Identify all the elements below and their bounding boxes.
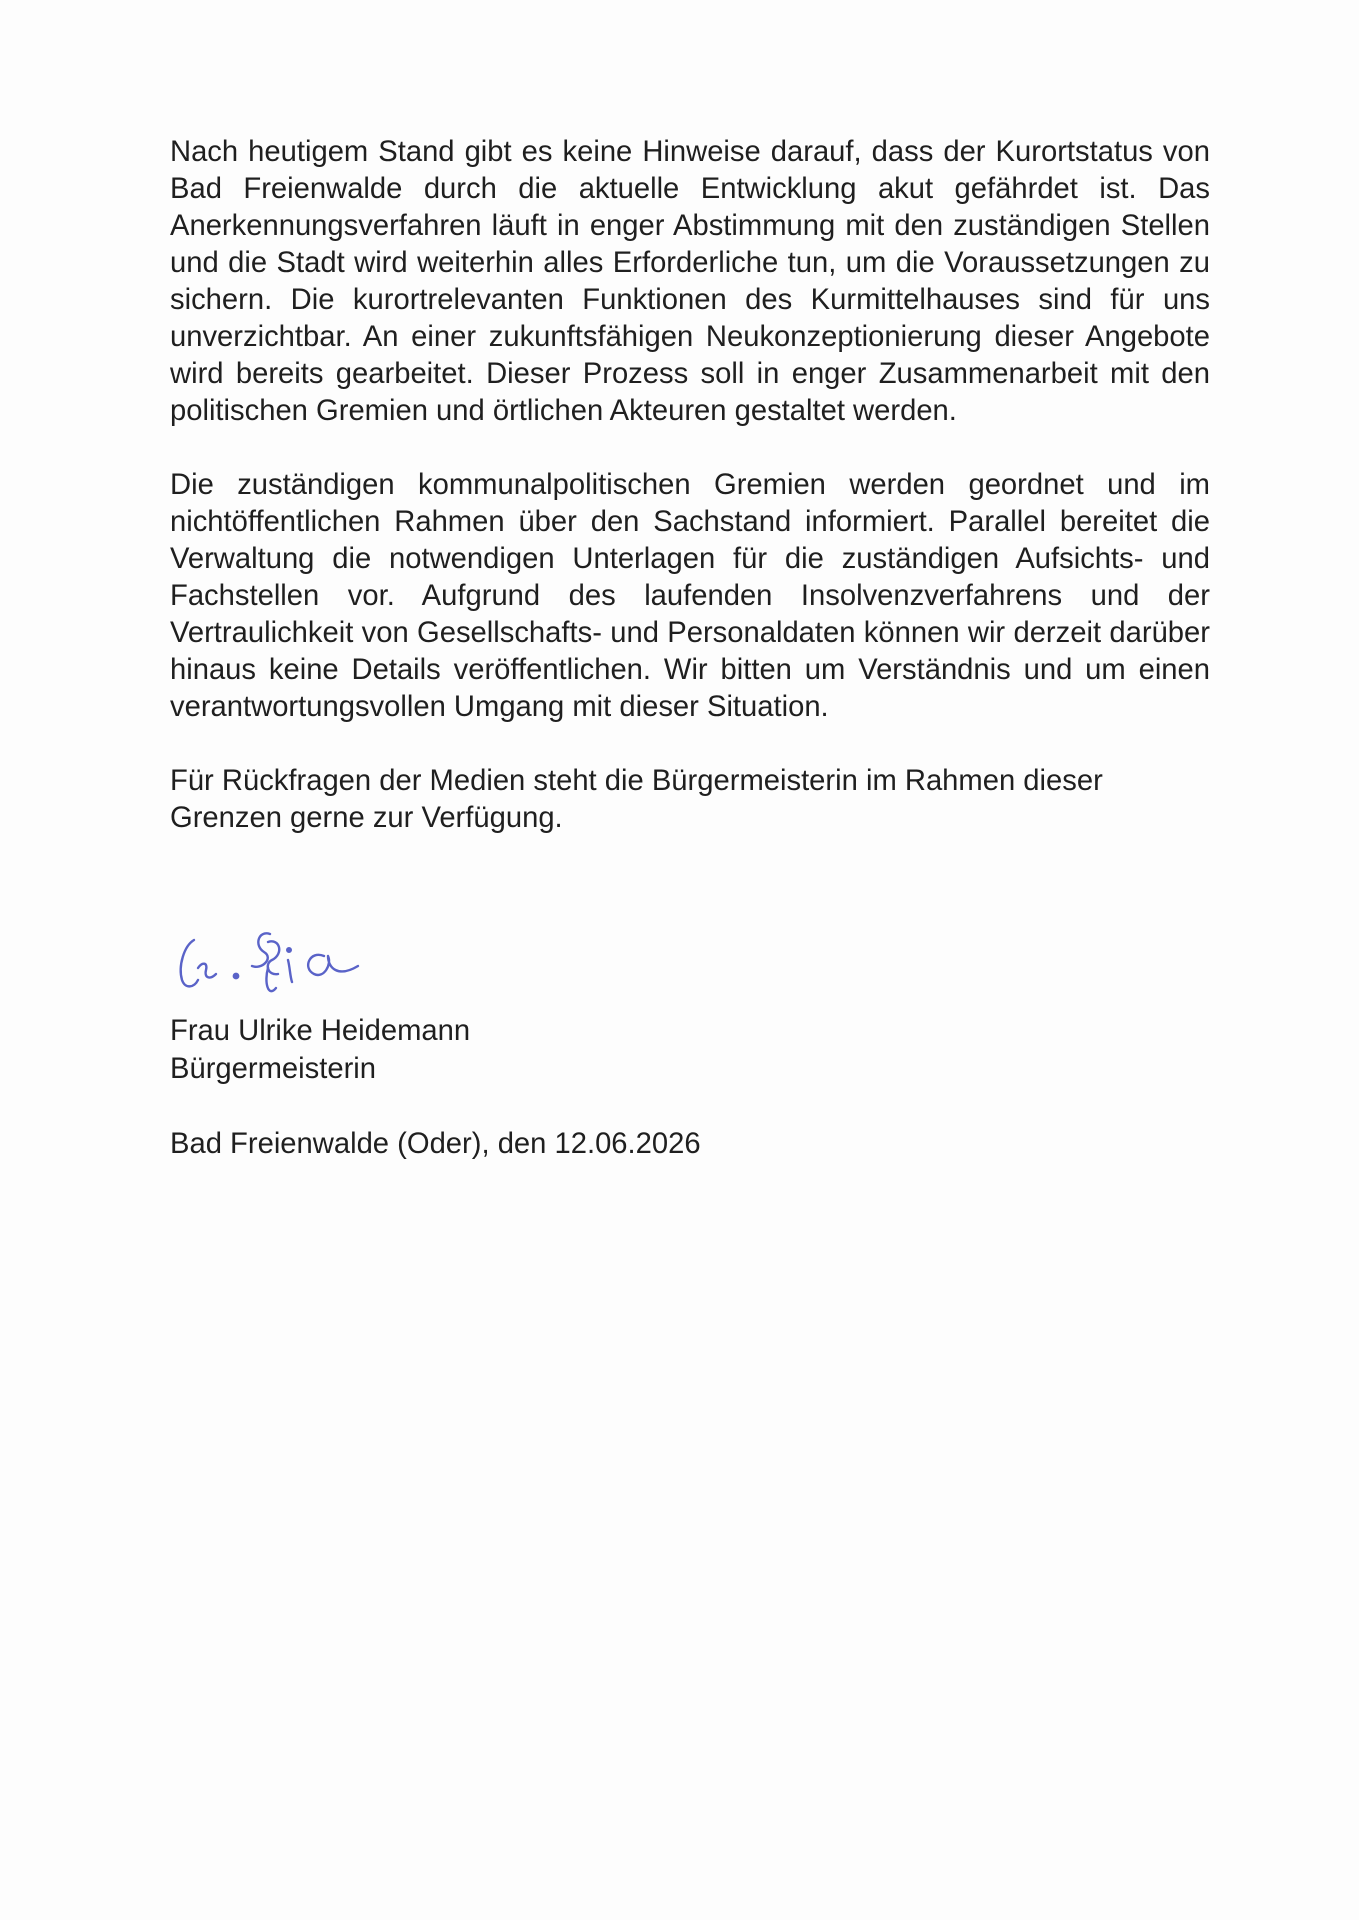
signer-title: Bürgermeisterin — [170, 1053, 377, 1085]
signer-name: Frau Ulrike Heidemann — [170, 1015, 471, 1047]
paragraph-rueckfragen: Für Rückfragen der Medien steht die Bürgermeisterin im Rahmen dieser Grenzen gerne zur Verfügung. — [170, 765, 1103, 834]
signer-block — [170, 1012, 470, 1088]
place-date: Bad Freienwalde (Oder), den 12.06.2026 — [170, 1128, 701, 1160]
paragraph-gremien: Die zuständigen kommunalpolitischen Gremien werden geordnet und im nichtöffentlichen Rahmen über den Sachstand informiert. Parallel bereitet die Verwaltung die notwendigen Unterlagen für die zuständigen Aufsichts- und Fachstellen vor. Aufgrund des laufenden Insolvenzverfahrens und der Vertraulichkeit von Gesellschafts- und Personaldaten können wir derzeit darüber hinaus keine Details veröffentlichen. Wir bitten um Verständnis und um einen verantwortungsvollen Umgang mit dieser Situation. — [170, 469, 1210, 723]
handwritten-signature — [172, 912, 432, 1012]
letter-body — [170, 134, 1210, 837]
paragraph-kurortstatus: Nach heutigem Stand gibt es keine Hinweise darauf, dass der Kurortstatus von Bad Freienwalde durch die aktuelle Entwicklung akut gefährdet ist. Das Anerkennungsverfahren läuft in enger Abstimmung mit den zuständigen Stellen und die Stadt wird weiterhin alles Erforderliche tun, um die Voraussetzungen zu sichern. Die kurortrelevanten Funktionen des Kurmittelhauses sind für uns unverzichtbar. An einer zukunftsfähigen Neukonzeptionierung dieser Angebote wird bereits gearbeitet. Dieser Prozess soll in enger Zusammenarbeit mit den politischen Gremien und örtlichen Akteuren gestaltet werden. — [170, 136, 1210, 427]
